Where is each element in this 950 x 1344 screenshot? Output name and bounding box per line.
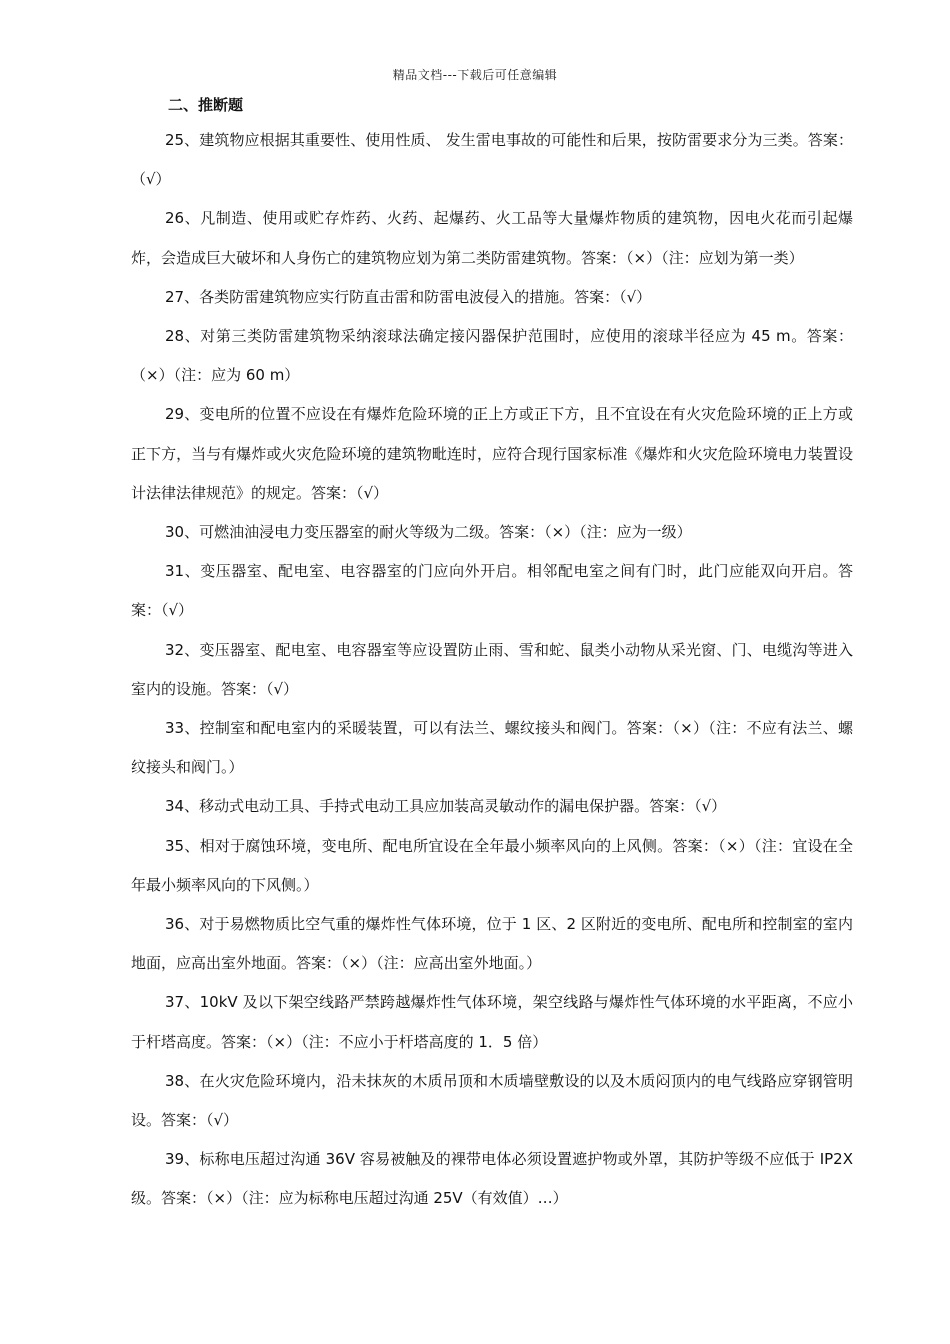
question-29: 29、变电所的位置不应设在有爆炸危险环境的正上方或正下方，且不宜设在有火灾危险环境的正上方或正下方，当与有爆炸或火灾危险环境的建筑物毗连时，应符合现行国家标准《爆炸和火灾危险环境电力装置设计法律法律规范》的规定。答案：（√） xyxy=(131,405,853,502)
question-25: 25、建筑物应根据其重要性、使用性质、 发生雷电事故的可能性和后果，按防雷要求分为三类。答案：（√） xyxy=(131,131,853,189)
question-38: 38、在火灾危险环境内，沿未抹灰的木质吊顶和木质墙壁敷设的以及木质闷顶内的电气线路应穿钢管明设。答案：（√） xyxy=(131,1071,853,1130)
question-36: 36、对于易燃物质比空气重的爆炸性气体环境，位于 1 区、2 区附近的变电所、配电所和控制室的室内地面，应高出室外地面。答案：（×）（注：应高出室外地面。） xyxy=(131,915,853,973)
page-header: 精品文档---下载后可任意编辑 xyxy=(392,68,558,82)
question-35: 35、相对于腐蚀环境，变电所、配电所宜设在全年最小频率风向的上风侧。答案：（×）（注：宜设在全年最小频率风向的下风侧。） xyxy=(131,836,853,894)
question-31: 31、变压器室、配电室、电容器室的门应向外开启。相邻配电室之间有门时，此门应能双向开启。答案：（√） xyxy=(131,562,853,620)
question-30: 30、可燃油油浸电力变压器室的耐火等级为二级。答案：（×）（注：应为一级） xyxy=(165,523,692,542)
question-33: 33、控制室和配电室内的采暖装置，可以有法兰、螺纹接头和阀门。答案：（×）（注：不应有法兰、螺纹接头和阀门。） xyxy=(131,719,853,777)
question-32: 32、变压器室、配电室、电容器室等应设置防止雨、雪和蛇、鼠类小动物从采光窗、门、电缆沟等进入室内的设施。答案：（√） xyxy=(131,640,853,698)
section-title: 二、推断题 xyxy=(168,96,244,114)
question-39: 39、标称电压超过沟通 36V 容易被触及的裸带电体必须设置遮护物或外罩，其防护等级不应低于 IP2X 级。答案：（×）（注：应为标称电压超过沟通 25V（有效值）…） xyxy=(131,1150,853,1208)
question-34: 34、移动式电动工具、手持式电动工具应加装高灵敏动作的漏电保护器。答案：（√） xyxy=(165,797,727,816)
question-list xyxy=(131,121,853,1219)
question-26: 26、凡制造、使用或贮存炸药、火药、起爆药、火工品等大量爆炸物质的建筑物，因电火花而引起爆炸，会造成巨大破坏和人身伤亡的建筑物应划为第二类防雷建筑物。答案：（×）（注：应划为第一类） xyxy=(131,209,853,267)
question-37: 37、10kV 及以下架空线路严禁跨越爆炸性气体环境，架空线路与爆炸性气体环境的水平距离，不应小于杆塔高度。答案：（×）（注：不应小于杆塔高度的 1．5 倍） xyxy=(131,993,853,1051)
question-27: 27、各类防雷建筑物应实行防直击雷和防雷电波侵入的措施。答案：（√） xyxy=(165,287,652,306)
question-28: 28、对第三类防雷建筑物采纳滚球法确定接闪器保护范围时，应使用的滚球半径应为 45 m。答案：（×）（注：应为 60 m） xyxy=(131,327,853,385)
